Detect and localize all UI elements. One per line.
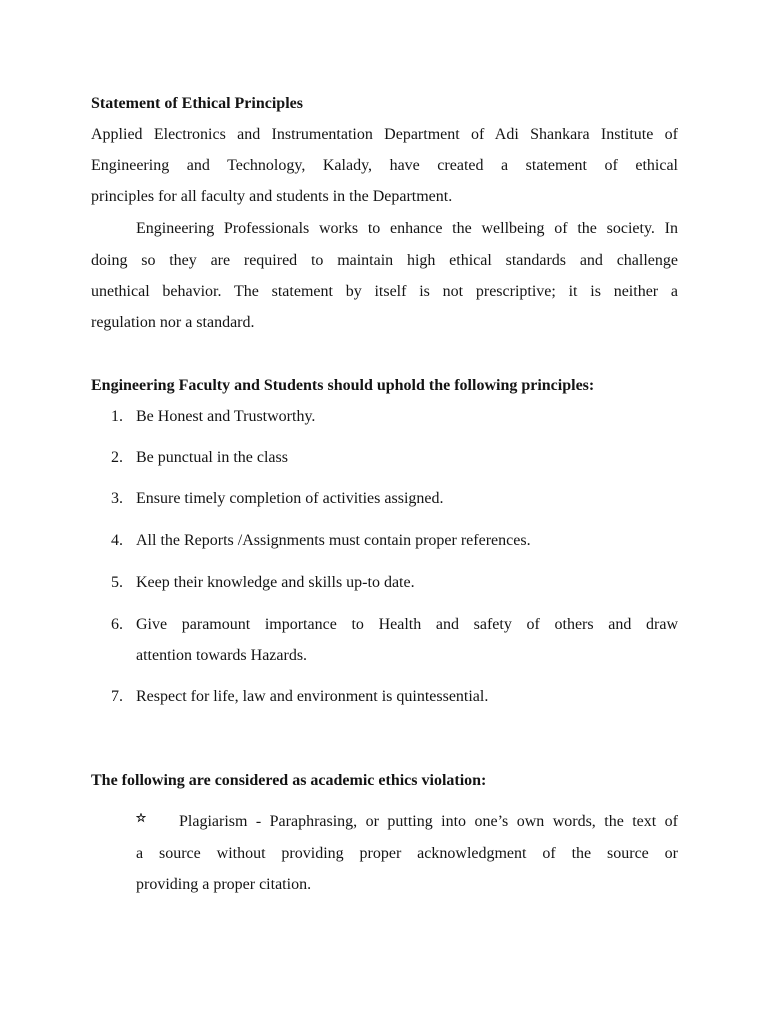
list-item-number: 7. — [111, 688, 123, 705]
list-item-text: Ensure timely completion of activities assigned. — [136, 490, 444, 507]
list-item-number: 4. — [111, 532, 123, 549]
violation-item-text: providing a proper citation. — [136, 876, 312, 893]
violations-heading: The following are considered as academic ethics violation: — [91, 772, 487, 789]
list-item-number: 1. — [111, 408, 123, 425]
intro-line: Applied Electronics and Instrumentation Department of Adi Shankara Institute of — [91, 126, 678, 143]
list-item-text: Give paramount importance to Health and safety of others and draw — [136, 616, 678, 633]
paragraph-line: Engineering Professionals works to enhance the wellbeing of the society. In — [136, 220, 678, 237]
list-item-number: 5. — [111, 574, 123, 591]
list-item-text: Be Honest and Trustworthy. — [136, 408, 316, 425]
paragraph-line: regulation nor a standard. — [91, 314, 255, 331]
star-bullet-icon — [136, 813, 146, 823]
intro-line: Engineering and Technology, Kalady, have created a statement of ethical — [91, 157, 678, 174]
list-item-number: 2. — [111, 449, 123, 466]
violation-item-text: Plagiarism - Paraphrasing, or putting into one’s own words, the text of — [179, 813, 678, 830]
list-item-number: 6. — [111, 616, 123, 633]
paragraph-line: unethical behavior. The statement by itself is not prescriptive; it is neither a — [91, 283, 678, 300]
document-title: Statement of Ethical Principles — [91, 95, 303, 112]
list-item-text: Respect for life, law and environment is quintessential. — [136, 688, 489, 705]
list-item-number: 3. — [111, 490, 123, 507]
intro-line: principles for all faculty and students in the Department. — [91, 188, 453, 205]
list-item-text: Keep their knowledge and skills up-to date. — [136, 574, 415, 591]
paragraph-line: doing so they are required to maintain high ethical standards and challenge — [91, 252, 678, 269]
principles-heading: Engineering Faculty and Students should uphold the following principles: — [91, 377, 595, 394]
violation-item-text: a source without providing proper acknowledgment of the source or — [136, 845, 678, 862]
list-item-text: attention towards Hazards. — [136, 647, 308, 664]
list-item-text: Be punctual in the class — [136, 449, 288, 466]
list-item-text: All the Reports /Assignments must contain proper references. — [136, 532, 531, 549]
